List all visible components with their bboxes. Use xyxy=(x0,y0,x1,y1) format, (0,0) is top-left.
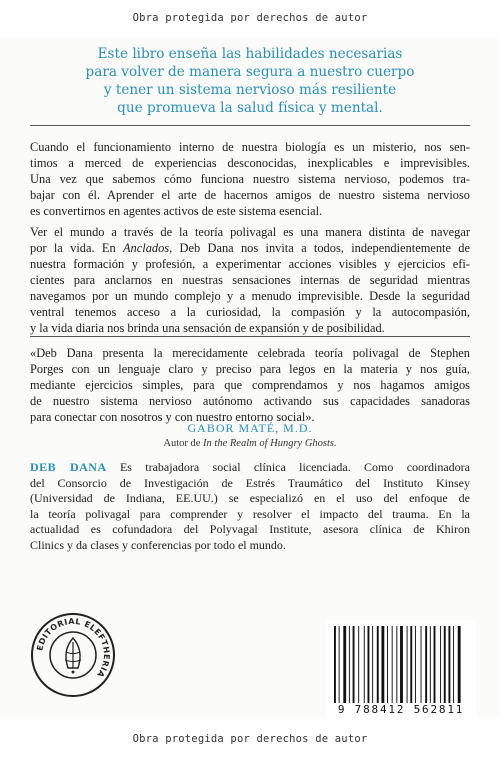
copyright-watermark-bottom: Obra protegida por derechos de autor xyxy=(132,733,368,745)
endorser-credit xyxy=(0,438,500,449)
divider-top xyxy=(30,125,470,126)
text-line: mediante ejercicios simples, para que comprendamos y nos hagamos amigos xyxy=(30,378,470,392)
endorser-credit-prefix: Autor de xyxy=(163,438,204,449)
text-line xyxy=(30,460,470,476)
author-bio xyxy=(30,460,470,553)
book-title: Anclados xyxy=(122,241,170,255)
text-line: la teoría polivagal para comprender y resolver el impacto del trauma. En la xyxy=(30,506,470,521)
text-line: y la vida diaria nos brinda una sensación de expansión y de posibilidad. xyxy=(30,321,385,335)
text-line: Ver el mundo a través de la teoría polivagal es una manera distinta de navegar xyxy=(30,225,470,239)
text-line: Clinics y da clases y conferencias por todo el mundo. xyxy=(30,537,286,552)
text-line: actualidad es cofundadora del Polyvagal Institute, asesora clínica de Khiron xyxy=(30,522,470,536)
copyright-watermark-top: Obra protegida por derechos de autor xyxy=(132,12,368,24)
divider-middle xyxy=(30,336,470,337)
description-paragraph-2 xyxy=(30,224,470,336)
text-line: «Deb Dana presenta la merecidamente celebrada teoría polivagal de Stephen xyxy=(30,346,470,360)
author-name: DEB DANA xyxy=(30,460,107,474)
text-line: navegamos por un mundo complejo y a menudo imprevisible. Desde la seguridad xyxy=(30,289,470,303)
text-line: ventral tenemos acceso a la curiosidad, la compasión y la autocompasión, xyxy=(30,305,470,319)
text-line: del Consorcio de Investigación de Estrés Traumático del Instituto Kinsey xyxy=(30,475,470,490)
text-line: nuestra formación y profesión, a experimentar acciones visibles y ejercicios efi- xyxy=(30,257,470,271)
text-line: timos a merced de experiencias desconocidas, inexplicables e imprevisibles. xyxy=(30,156,470,170)
description-paragraph-1 xyxy=(30,139,470,219)
text-line: Porges con un lenguaje claro y preciso para legos en la materia y nos guía, xyxy=(30,362,470,376)
tagline-line: y tener un sistema nervioso más resiliente xyxy=(103,82,397,98)
text-line: bajar con él. Aprender el arte de hacernos amigos de nuestro sistema nervioso xyxy=(30,188,470,202)
text-segment: , Deb Dana nos invita a todos, independientemente de xyxy=(169,241,470,255)
tagline xyxy=(30,45,470,117)
publisher-seal-text: EDITORIAL ELEFTHERIA xyxy=(35,616,112,680)
text-line xyxy=(30,240,470,256)
tagline-line: para volver de manera segura a nuestro cuerpo xyxy=(85,64,415,80)
endorser-name: GABOR MATÉ, M.D. xyxy=(187,421,313,435)
text-line: es convertirnos en agentes activos de este sistema esencial. xyxy=(30,204,323,218)
text-line: (Universidad de Indiana, EE.UU.) se especializó en el uso del enfoque de xyxy=(30,491,470,505)
tagline-line: Este libro enseña las habilidades necesarias xyxy=(97,46,403,62)
endorsement-quote xyxy=(30,345,470,425)
text-segment: por la vida. En xyxy=(30,241,123,255)
text-line: de nuestro sistema nervioso autónomo activando sus capacidades sanadoras xyxy=(30,394,470,408)
text-line: Cuando el funcionamiento interno de nuestra biología es un misterio, nos sen- xyxy=(30,140,470,154)
text-line: cientes para anclarnos en nuestras sensaciones internas de seguridad mientras xyxy=(30,273,470,287)
text-line: Una vez que sabemos cómo funciona nuestro sistema nervioso, podemos tra- xyxy=(30,172,470,186)
isbn-number: 9 788412 562811 xyxy=(326,703,476,716)
bio-text: Es trabajadora social clínica licenciada. Como coordinadora xyxy=(106,460,470,474)
text-line: para conectar con nosotros y con nuestro entorno social». xyxy=(30,410,315,424)
publisher-seal-icon xyxy=(30,612,116,698)
tagline-line: que promueva la salud física y mental. xyxy=(117,100,383,116)
endorser-book-title: In the Realm of Hungry Ghosts. xyxy=(203,438,337,449)
